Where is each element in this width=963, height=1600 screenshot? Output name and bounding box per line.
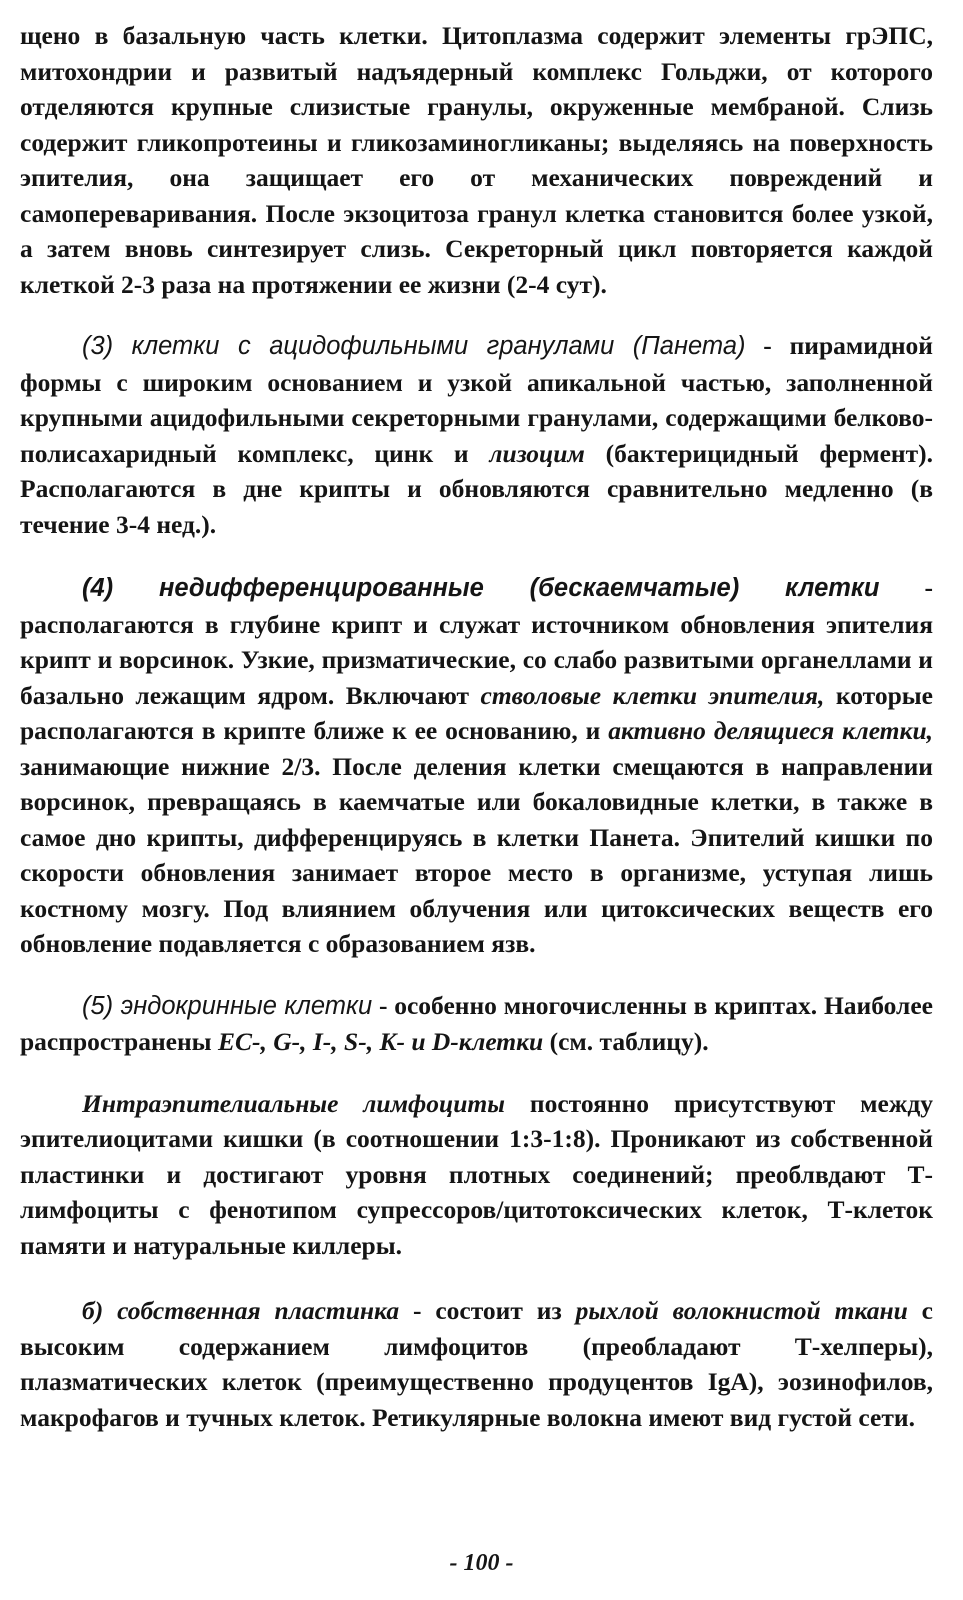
paragraph-intraepithelial-lymphocytes bbox=[20, 1086, 933, 1264]
page-number: - 100 - bbox=[449, 1550, 514, 1576]
paneth-cells-heading: (3) клетки с ацидофильными гранулами (Панета) bbox=[82, 332, 746, 360]
paragraph-text: - особенно многочисленны в криптах. Наиболее распространены bbox=[20, 990, 933, 1056]
paragraph-undifferentiated-cells bbox=[20, 570, 933, 962]
endocrine-types-term: ЕС-, G-, I-, S-, K- и D-клетки bbox=[217, 1027, 544, 1056]
paragraph-text: которые располагаются в крипте ближе к ее основанию, и bbox=[20, 680, 934, 745]
endocrine-cells-heading: (5) эндокринные клетки bbox=[82, 991, 373, 1020]
lamina-propria-heading: б) собственная пластинка bbox=[82, 1296, 400, 1325]
paragraph-text: щено в базальную часть клетки. Цитоплазма содержит элементы грЭПС, митохондрии и развитый надъядерный комплекс Гольджи, от которого отделяются крупные слизистые гранулы, окруженные мембраной. Слизь содержит гликопротеины и гликозаминогликаны; выделяясь на поверхность эпителия, она защищает его от механических повреждений и самопереваривания. После экзоцитоза гранул клетка становится более узкой, а затем вновь синтезирует слизь. Секреторный цикл повторяется каждой клеткой 2-3 раза на протяжении ее жизни (2-4 сут). bbox=[20, 21, 933, 299]
paragraph-paneth-cells bbox=[20, 328, 933, 542]
paragraph-text: (см. таблицу). bbox=[543, 1027, 709, 1056]
paragraph-text: с высоким содержанием лимфоцитов (преобладают Т-хелперы), плазматических клеток (преимущественно продуцентов IgA), эозинофилов, макрофагов и тучных клеток. Ретикулярные волокна имеют вид густой сети. bbox=[20, 1296, 933, 1432]
lysozyme-term: лизоцим bbox=[489, 438, 585, 468]
paragraph-text: (бактерицидный фермент). Располагаются в дне крипты и обновляются сравнительно медленно (в течение 3-4 нед.). bbox=[20, 438, 933, 539]
lymphocytes-term: Интраэпителиальные лимфоциты bbox=[82, 1088, 505, 1118]
paragraph-text: - пирамидной формы с широким основанием и узкой апикальной частью, заполненной крупными ацидофильными секреторными гранулами, содержащими белково-полисахаридный комплекс, цинк и bbox=[20, 331, 933, 468]
paragraph-text: постоянно присутствуют между эпителиоцитами кишки (в соотношении 1:3-1:8). Проникают из собственной пластинки и достигают уровня плотных соединений; преоблвдают Т-лимфоциты с фенотипом супрессоров/цитотоксических клеток, Т-клеток памяти и натуральные киллеры. bbox=[20, 1088, 934, 1260]
undifferentiated-cells-heading: (4) недифференцированные (бескаемчатые) клетки bbox=[82, 574, 880, 602]
paragraph-text: - состоит из bbox=[399, 1296, 576, 1325]
paragraph-lamina-propria bbox=[20, 1293, 933, 1435]
paragraph-endocrine-cells bbox=[20, 988, 933, 1060]
paragraph-text: занимающие нижние 2/3. После деления клетки смещаются в направлении ворсинок, превращаясь в каемчатые или бокаловидные клетки, в также в самое дно крипты, дифференцируясь в клетки Панета. Эпителий кишки по скорости обновления занимает второе место в организме, уступая лишь костному мозгу. Под влиянием облучения или цитоксических веществ его обновление подавляется с образованием язв. bbox=[20, 751, 933, 958]
paragraph-goblet-cells-continued bbox=[20, 18, 933, 302]
paragraph-text: - располагаются в глубине крипт и служат источником обновления эпителия крипт и ворсинок. Узкие, призматические, со слабо развитыми органеллами и базально лежащим ядром. Включают bbox=[20, 573, 933, 710]
dividing-cells-term: активно делящиеся клетки, bbox=[608, 716, 933, 745]
stem-cells-term: стволовые клетки эпителия, bbox=[480, 680, 825, 710]
loose-connective-tissue-term: рыхлой волокнистой ткани bbox=[575, 1296, 908, 1325]
